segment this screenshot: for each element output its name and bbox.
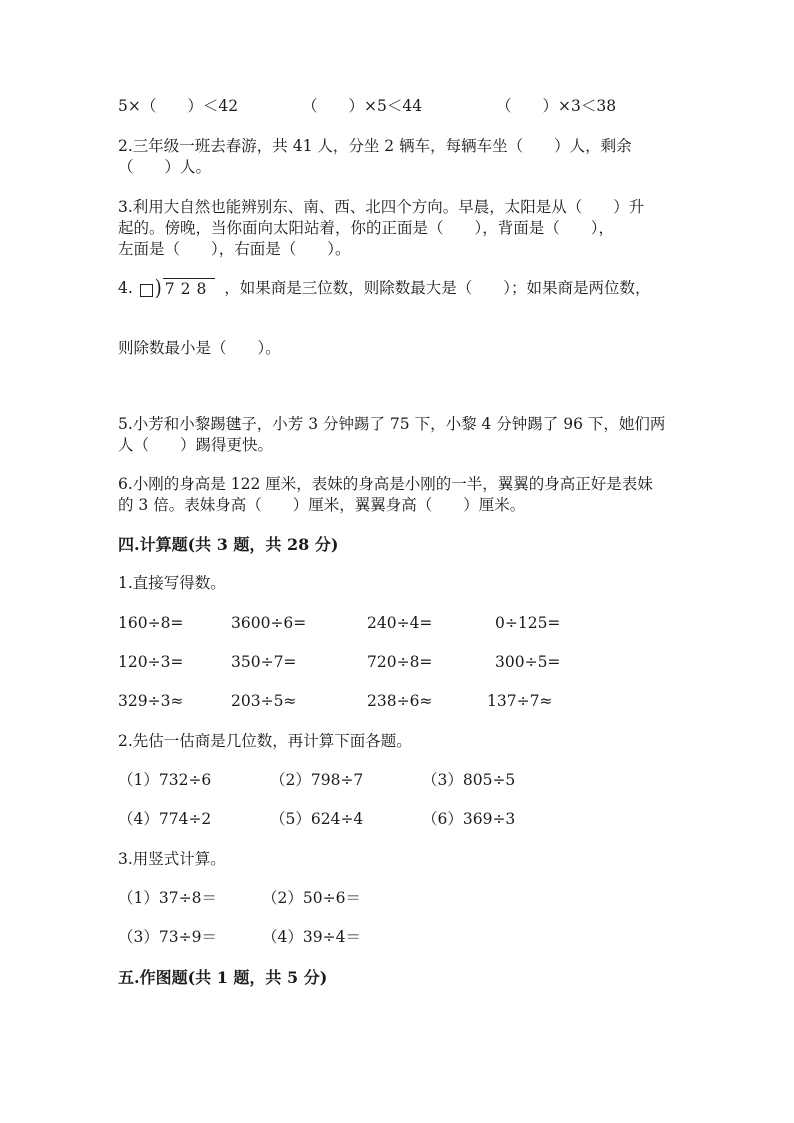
c3-cell: （1）37÷8＝ <box>118 889 217 907</box>
q6-line-1: 6.小刚的身高是 122 厘米，表妹的身高是小刚的一半，翼翼的身高正好是表妹 <box>118 475 653 493</box>
c1-cell: 0÷125= <box>495 614 561 632</box>
c2-title: 2.先估一估商是几位数，再计算下面各题。 <box>118 732 412 750</box>
division-bracket-icon: ) <box>154 275 162 302</box>
dividend: 728 <box>163 278 216 300</box>
c2-cell: （2）798÷7 <box>270 771 364 789</box>
q4-line-1 <box>118 275 651 302</box>
c1-cell: 238÷6≈ <box>367 692 433 710</box>
c3-cell: （2）50÷6＝ <box>262 889 361 907</box>
c1-cell: 240÷4= <box>367 614 433 632</box>
long-division-symbol <box>140 275 216 302</box>
q6-line-2: 的 3 倍。表妹身高（ ）厘米，翼翼身高（ ）厘米。 <box>118 496 526 514</box>
c1-cell: 137÷7≈ <box>487 692 553 710</box>
c2-cell: （4）774÷2 <box>118 810 212 828</box>
c3-title: 3.用竖式计算。 <box>118 850 226 868</box>
c3-cell: （3）73÷9＝ <box>118 928 217 946</box>
blank-box-icon <box>140 284 153 297</box>
c1-title: 1.直接写得数。 <box>118 574 226 592</box>
c1-cell: 203÷5≈ <box>231 692 297 710</box>
q1-item-2: （ ）×5＜44 <box>302 97 423 115</box>
q3-line-2: 起的。傍晚，当你面向太阳站着，你的正面是（ ），背面是（ ）， <box>118 219 615 237</box>
c2-cell: （6）369÷3 <box>422 810 516 828</box>
q5-line-2: 人（ ）踢得更快。 <box>118 436 274 454</box>
q1-item-3: （ ）×3＜38 <box>496 97 617 115</box>
c1-cell: 3600÷6= <box>231 614 307 632</box>
c2-cell: （3）805÷5 <box>422 771 516 789</box>
c2-cell: （1）732÷6 <box>118 771 212 789</box>
section-5-title: 五.作图题(共 1 题，共 5 分) <box>118 968 328 987</box>
c1-cell: 160÷8= <box>118 614 184 632</box>
c1-cell: 300÷5= <box>495 653 561 671</box>
q2-line-2: （ ）人。 <box>118 158 212 176</box>
q5-line-1: 5.小芳和小黎踢毽子，小芳 3 分钟踢了 75 下，小黎 4 分钟踢了 96 下，她们两 <box>118 415 666 433</box>
c3-cell: （4）39÷4＝ <box>262 928 361 946</box>
q3-line-1: 3.利用大自然也能辨别东、南、西、北四个方向。早晨，太阳是从（ ）升 <box>118 198 645 216</box>
q4-line-2: 则除数最小是（ ）。 <box>118 339 281 357</box>
q4-number: 4. <box>118 279 133 297</box>
q3-line-3: 左面是（ ），右面是（ ）。 <box>118 240 351 258</box>
q2-line-1: 2.三年级一班去春游，共 41 人，分坐 2 辆车，每辆车坐（ ）人，剩余 <box>118 137 632 155</box>
c1-cell: 350÷7= <box>231 653 297 671</box>
c2-cell: （5）624÷4 <box>270 810 364 828</box>
c1-cell: 720÷8= <box>367 653 433 671</box>
q1-item-1: 5×（ ）＜42 <box>118 97 239 115</box>
section-4-title: 四.计算题(共 3 题，共 28 分) <box>118 535 339 554</box>
q4-text: ，如果商是三位数，则除数最大是（ ）；如果商是两位数， <box>224 279 651 297</box>
c1-cell: 329÷3≈ <box>118 692 184 710</box>
c1-cell: 120÷3= <box>118 653 184 671</box>
